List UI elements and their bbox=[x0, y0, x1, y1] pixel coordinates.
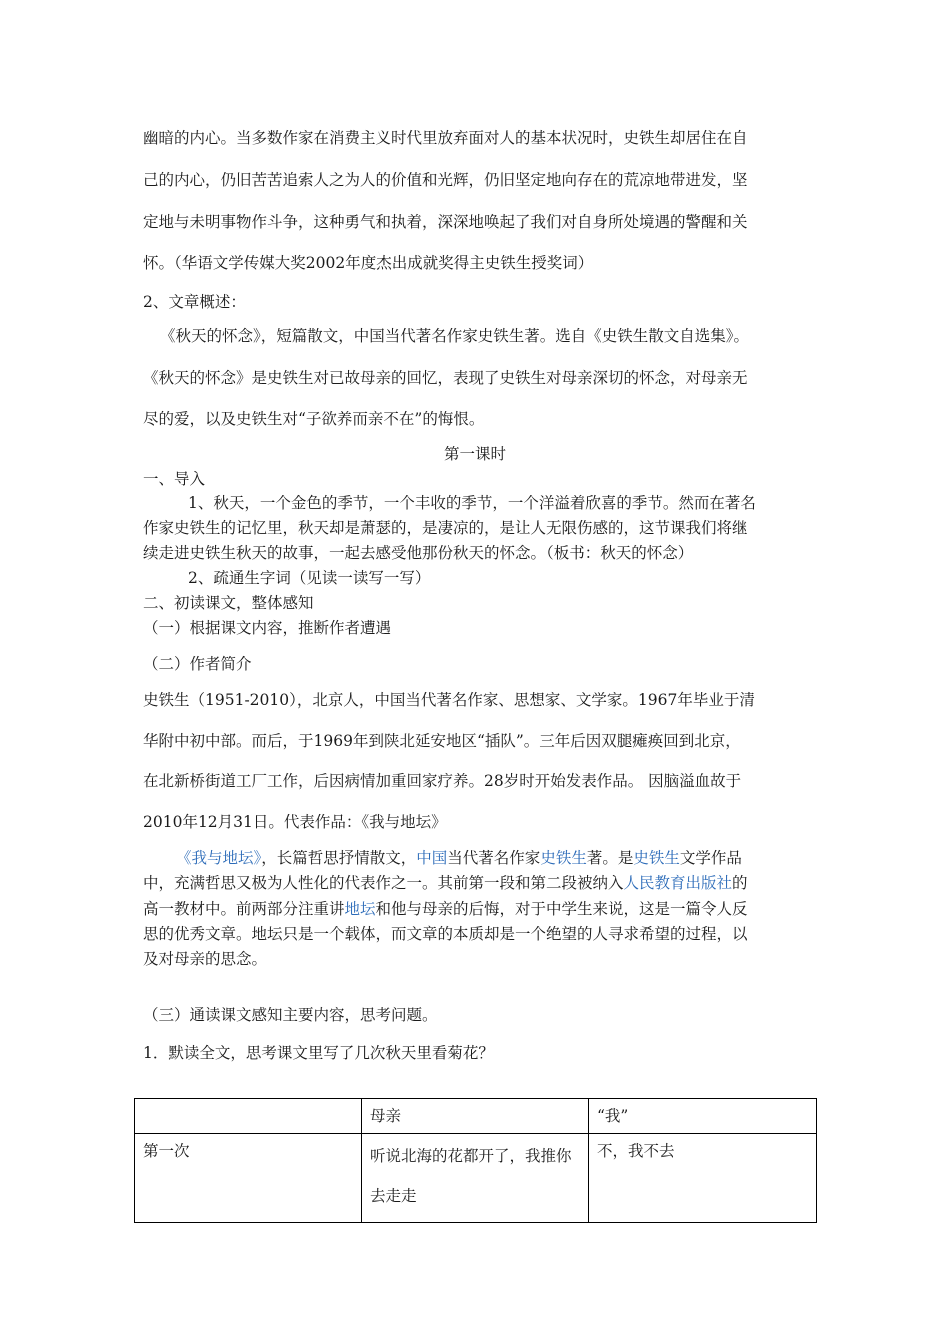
table-header-cell: 母亲 bbox=[362, 1099, 589, 1134]
paragraph-line: 2、疏通生字词（见读一读写一写） bbox=[188, 569, 431, 587]
subsection-heading: （一）根据课文内容，推断作者遭遇 bbox=[143, 619, 392, 637]
link-china[interactable]: 中国 bbox=[416, 849, 448, 867]
paragraph-line: 续走进史铁生秋天的故事，一起去感受他那份秋天的怀念。（板书：秋天的怀念） bbox=[143, 544, 694, 562]
section-heading: 一、导入 bbox=[143, 470, 206, 488]
paragraph-line: 史铁生（1951-2010），北京人，中国当代著名作家、思想家、文学家。1967年毕业于清 bbox=[143, 691, 755, 709]
subsection-heading: （三）通读课文感知主要内容，思考问题。 bbox=[143, 1006, 438, 1024]
paragraph-line: 及对母亲的思念。 bbox=[143, 950, 268, 968]
paragraph-line: 《秋天的怀念》是史铁生对已故母亲的回忆，表现了史铁生对母亲深切的怀念，对母亲无 bbox=[143, 369, 748, 387]
question: 1．默读全文，思考课文里写了几次秋天里看菊花？ bbox=[143, 1044, 494, 1062]
paragraph-line: 己的内心，仍旧苦苦追索人之为人的价值和光辉，仍旧坚定地向存在的荒凉地带进发，坚 bbox=[143, 171, 748, 189]
paragraph-line: 高一教材中。前两部分注重讲地坛和他与母亲的后悔，对于中学生来说，这是一篇令人反 bbox=[143, 900, 748, 918]
paragraph-line: 思的优秀文章。地坛只是一个载体，而文章的本质却是一个绝望的人寻求希望的过程，以 bbox=[143, 925, 748, 943]
paragraph-line: 幽暗的内心。当多数作家在消费主义时代里放弃面对人的基本状况时，史铁生却居住在自 bbox=[143, 129, 748, 147]
paragraph-line: 华附中初中部。而后，于1969年到陕北延安地区“插队”。三年后因双腿瘫痪回到北京， bbox=[143, 732, 741, 750]
link-wo-yu-ditan[interactable]: 《我与地坛》 bbox=[176, 849, 262, 867]
paragraph-line: 在北新桥街道工厂工作，后因病情加重回家疗养。28岁时开始发表作品。 因脑溢血故于 bbox=[143, 772, 742, 790]
table-cell: 不，我不去 bbox=[589, 1134, 817, 1223]
table-cell: 第一次 bbox=[135, 1134, 362, 1223]
link-shi-tiesheng-2[interactable]: 史铁生 bbox=[633, 849, 680, 867]
section-heading: 2、文章概述： bbox=[143, 293, 246, 311]
link-ditan[interactable]: 地坛 bbox=[344, 900, 376, 918]
link-shi-tiesheng[interactable]: 史铁生 bbox=[540, 849, 587, 867]
paragraph-line: 作家史铁生的记忆里，秋天却是萧瑟的，是凄凉的，是让人无限伤感的，这节课我们将继 bbox=[143, 519, 748, 537]
paragraph-line: 2010年12月31日。代表作品：《我与地坛》 bbox=[143, 813, 447, 831]
table-header-row bbox=[135, 1099, 817, 1134]
lesson-title: 第一课时 bbox=[443, 445, 506, 463]
section-heading: 二、初读课文，整体感知 bbox=[143, 594, 314, 612]
paragraph-line: 怀。（华语文学传媒大奖2002年度杰出成就奖得主史铁生授奖词） bbox=[143, 254, 594, 272]
chrysanthemum-table bbox=[134, 1098, 817, 1223]
table-row bbox=[135, 1134, 817, 1223]
subsection-heading: （二）作者简介 bbox=[143, 655, 252, 673]
paragraph-line: 定地与未明事物作斗争，这种勇气和执着，深深地唤起了我们对自身所处境遇的警醒和关 bbox=[143, 213, 748, 231]
table-header-cell: “我” bbox=[589, 1099, 817, 1134]
table-cell: 听说北海的花都开了，我推你去走走 bbox=[362, 1134, 589, 1223]
paragraph-line: 1、秋天，一个金色的季节，一个丰收的季节，一个洋溢着欣喜的季节。然而在著名 bbox=[188, 494, 756, 512]
paragraph-line: 《秋天的怀念》，短篇散文，中国当代著名作家史铁生著。选自《史铁生散文自选集》。 bbox=[160, 327, 750, 345]
paragraph-line: 《我与地坛》，长篇哲思抒情散文，中国当代著名作家史铁生著。是史铁生文学作品 bbox=[176, 849, 742, 867]
paragraph-line: 尽的爱，以及史铁生对“子欲养而亲不在”的悔恨。 bbox=[143, 410, 485, 428]
link-pep[interactable]: 人民教育出版社 bbox=[623, 874, 733, 892]
table-header-cell bbox=[135, 1099, 362, 1134]
paragraph-line: 中，充满哲思又极为人性化的代表作之一。其前第一段和第二段被纳入人民教育出版社的 bbox=[143, 874, 748, 892]
